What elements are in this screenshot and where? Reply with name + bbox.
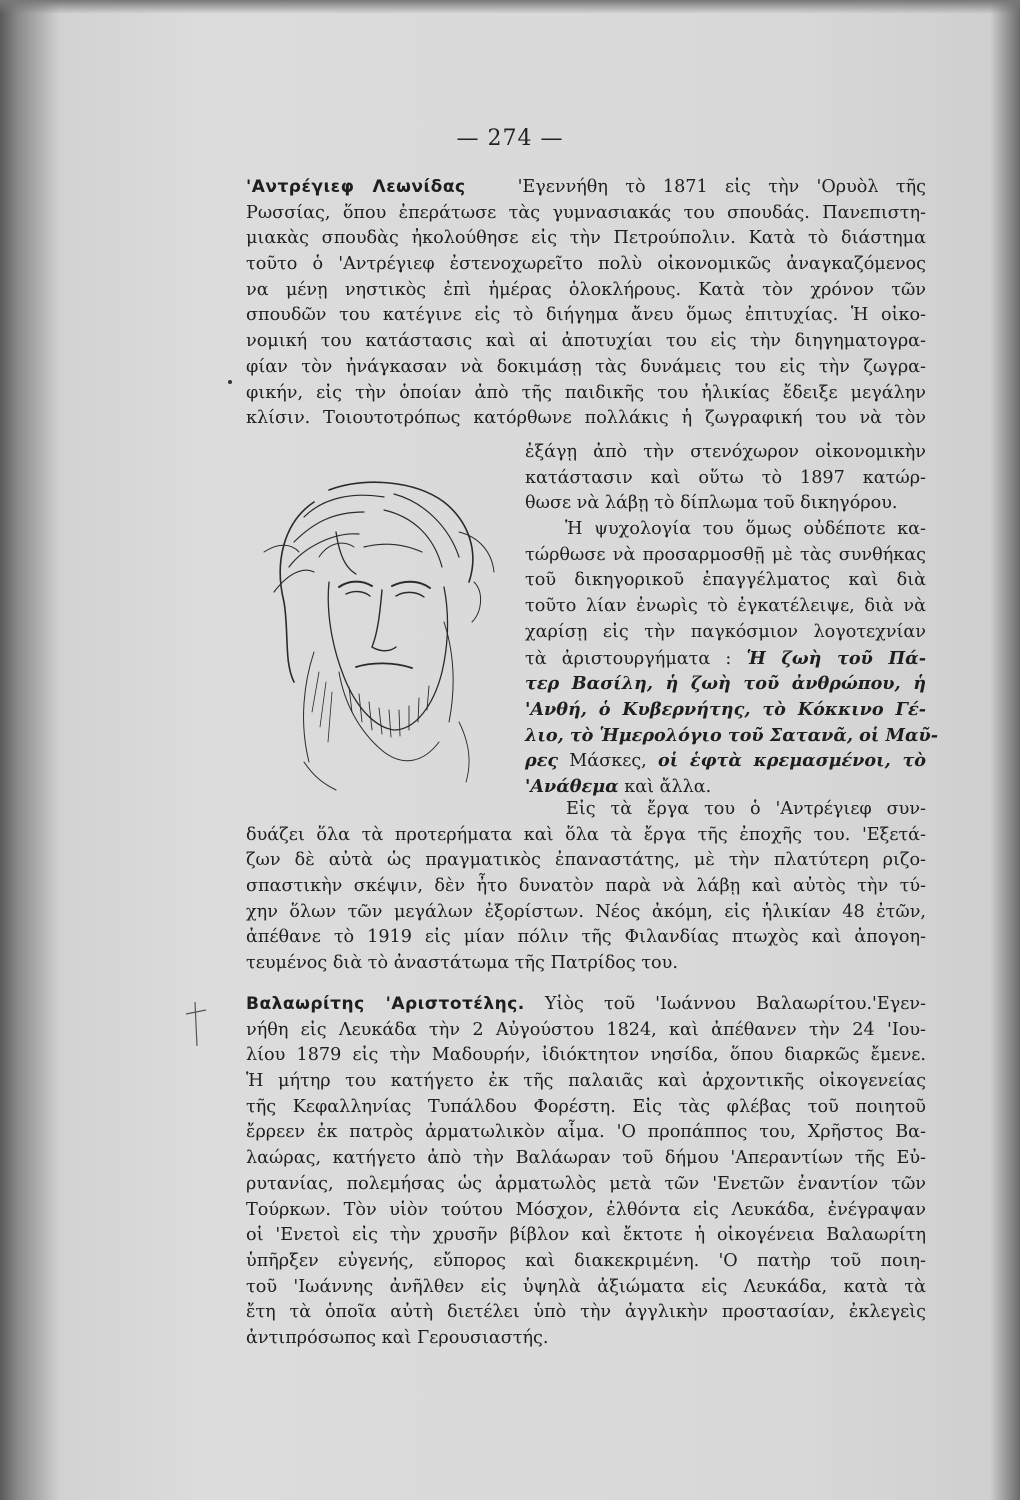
margin-ink-dot (228, 380, 232, 384)
entry-text: Υἱὸς τοῦ 'Ιωάννου Βαλαωρίτου.'Εγεν- (544, 994, 926, 1014)
text-line: κατάστασιν καὶ οὕτω τὸ 1897 κατώρ- (525, 467, 926, 488)
work-title: 'Ανάθεμα (525, 775, 619, 797)
entry-andreyev-narrow-column (525, 440, 939, 800)
works-line: λιο, τὸ Ἡμερολόγιο τοῦ Σατανᾶ, οἱ Μαῦ- (525, 724, 939, 746)
text-line: λαώρας, κατήγετο ἀπὸ τὴν Βαλάωραν τοῦ δήμου 'Απεραντίων τῆς Εὐ- (246, 1148, 926, 1169)
text-line: ρυτανίας, πολεμήσας ὡς ἀρματωλὸς μετὰ τῶν 'Ενετῶν ἐναντίον τῶν (246, 1173, 926, 1194)
text-line: ζων δὲ αὐτὰ ὡς πραγματικὸς ἐπαναστάτης, μὲ τὴν πλατύτερη ριζο- (246, 850, 926, 871)
text-line: φικήν, εἰς τὴν ὁποίαν ἀπὸ τῆς παιδικῆς του ἡλικίας ἔδειξε μεγάλην (246, 382, 926, 403)
text-line: μιακὰς σπουδὰς ἠκολούθησε εἰς τὴν Πετρούπολιν. Κατὰ τὸ διάστημα (246, 228, 926, 249)
entry-heading-valaoritis: Βαλαωρίτης 'Αριστοτέλης. (246, 994, 525, 1014)
entry-heading-andreyev: 'Αντρέγιεφ Λεωνίδας (246, 177, 466, 197)
text-line: ἔρρεεν ἐκ πατρὸς ἀρματωλικὸν αἷμα. 'Ο προπάππος του, Χρῆστος Βα- (246, 1122, 926, 1143)
text-line: λίου 1879 εἰς τὴν Μαδουρήν, ἰδιόκτητον νησίδα, ὅπου διαρκῶς ἔμενε. (246, 1045, 926, 1066)
text-line: θωσε νὰ λάβῃ τὸ δίπλωμα τοῦ δικηγόρου. (525, 493, 898, 514)
page-number: — 274 — (456, 126, 564, 151)
works-line: 'Ανθή, ὁ Κυβερνήτης, τὸ Κόκκινο Γέ- (525, 698, 926, 720)
works-end: καὶ ἄλλα. (624, 776, 712, 797)
text-line: φίαν τὸν ἠνάγκασαν νὰ δοκιμάσῃ τὰς δυνάμεις του εἰς τὴν ζωγρα- (246, 356, 926, 377)
entry-text: 'Εγεννήθη τὸ 1871 εἰς τὴν 'Ορυὸλ τῆς (517, 177, 926, 197)
works-line: τερ Βασίλη, ἡ ζωὴ τοῦ ἀνθρώπου, ἡ (525, 673, 926, 695)
pencil-cross-mark (180, 1000, 210, 1050)
text-line: νομική του κατάστασις καὶ αἱ ἀποτυχίαι του εἰς τὴν διηγηματογρα- (246, 331, 926, 352)
text-line: οἱ 'Ενετοὶ εἰς τὴν χρυσῆν βίβλον καὶ ἔκτοτε ἡ οἰκογένεια Βαλαωρίτη (246, 1225, 926, 1246)
text-line: ἀπέθανε τὸ 1919 εἰς μίαν πόλιν τῆς Φιλανδίας πτωχὸς καὶ ἀπογοη- (246, 927, 926, 948)
work-title: Μάσκες, (569, 751, 647, 772)
text-line: τώρθωσε νὰ προσαρμοσθῇ μὲ τὰς συνθήκας (525, 544, 926, 565)
text-line: τευμένος διὰ τὸ ἀναστάτωμα τῆς Πατρίδος του. (246, 953, 678, 974)
entry-first-line (246, 175, 926, 201)
text-line: χην ὅλων τῶν μεγάλων ἐξορίστων. Νέος ἀκόμη, εἰς ἡλικίαν 48 ἐτῶν, (246, 901, 926, 922)
text-line: σπαστικὴν σκέψιν, δὲν ἦτο δυνατὸν παρὰ νὰ λάβῃ καὶ αὐτὸς τὴν τύ- (246, 876, 926, 897)
text-line: ἀντιπρόσωπος καὶ Γερουσιαστής. (246, 1327, 549, 1348)
text-line: τοῦτο ὁ 'Αντρέγιεφ ἐστενοχωρεῖτο πολὺ οἰκονομικῶς ἀναγκαζόμενος (246, 254, 926, 275)
works-line (525, 646, 926, 672)
text-line: νήθη εἰς Λευκάδα τὴν 2 Αὐγούστου 1824, καὶ ἀπέθανεν τὴν 24 'Ιου- (246, 1019, 926, 1040)
text-line: τῆς Κεφαλληνίας Τυπάλδου Φορέστη. Εἰς τὰς φλέβας τοῦ ποιητοῦ (246, 1096, 926, 1117)
entry-andreyev-bottom (246, 797, 926, 977)
text-line: χαρίσῃ εἰς τὴν παγκόσμιον λογοτεχνίαν (525, 621, 926, 642)
text-line: τοῦ 'Ιωάννης ἀνῆλθεν εἰς ὑψηλὰ ἀξιώματα εἰς Λευκάδα, κατὰ τὰ (246, 1276, 926, 1297)
text-line: Εἰς τὰ ἔργα του ὁ 'Αντρέγιεφ συν- (566, 799, 926, 819)
work-title: ρες (525, 750, 559, 772)
work-title: Ἡ ζωὴ τοῦ Πά- (746, 647, 926, 669)
text-line: τοῦ δικηγορικοῦ ἐπαγγέλματος καὶ διὰ (525, 570, 926, 591)
text-line: ἐξάγῃ ἀπὸ τὴν στενόχωρον οἰκονομικὴν (525, 442, 926, 462)
text-line: Τούρκων. Τὸν υἱὸν τούτου Μόσχον, ἐλθόντα εἰς Λευκάδα, ἐνέγραψαν (246, 1199, 926, 1220)
text-line: κλίσιν. Τοιουτοτρόπως κατόρθωνε πολλάκις ἡ ζωγραφική του νὰ τὸν (246, 408, 926, 429)
text-line: δυάζει ὅλα τὰ προτερήματα καὶ ὅλα τὰ ἔργα τῆς ἐποχῆς του. 'Εξετά- (246, 824, 926, 845)
text-line: ἔτη τὰ ὁποῖα αὐτὴ διετέλει ὑπὸ τὴν ἀγγλικὴν προστασίαν, ἐκλεγεὶς (246, 1302, 926, 1323)
text-line: σπουδῶν του κατέγινε εἰς τὸ διήγημα ἄνευ ὅμως ἐπιτυχίας. Ἡ οἰκο- (246, 305, 926, 326)
text-line: ὑπῆρξεν εὐγενής, εὔπορος καὶ διακεκριμένη. 'Ο πατὴρ τοῦ ποιη- (246, 1250, 926, 1271)
text-line: Ἡ μήτηρ του κατήγετο ἐκ τῆς παλαιᾶς καὶ ἀρχοντικῆς οἰκογενείας (246, 1071, 926, 1092)
andreyev-portrait-illustration (244, 472, 514, 802)
entry-first-line (246, 992, 926, 1018)
text-line: να μένῃ νηστικὸς ἐπὶ ἡμέρας ὁλοκλήρους. Κατὰ τὸν χρόνον τῶν (246, 279, 926, 300)
text-line: Ρωσσίας, ὅπου ἐπεράτωσε τὰς γυμνασιακάς του σπουδάς. Πανεπιστη- (246, 202, 926, 223)
works-line (525, 774, 926, 800)
text-line: Ἡ ψυχολογία του ὅμως οὐδέποτε κα- (565, 519, 926, 540)
entry-andreyev-top (246, 175, 926, 432)
work-title: οἱ ἑφτὰ κρεμασμένοι, τὸ (657, 750, 927, 772)
text-line: τοῦτο λίαν ἐνωρὶς τὸ ἐγκατέλειψε, διὰ νὰ (525, 596, 926, 617)
works-line (525, 748, 926, 774)
entry-valaoritis (246, 992, 926, 1352)
works-intro: τὰ ἀριστουργήματα : (525, 648, 732, 669)
